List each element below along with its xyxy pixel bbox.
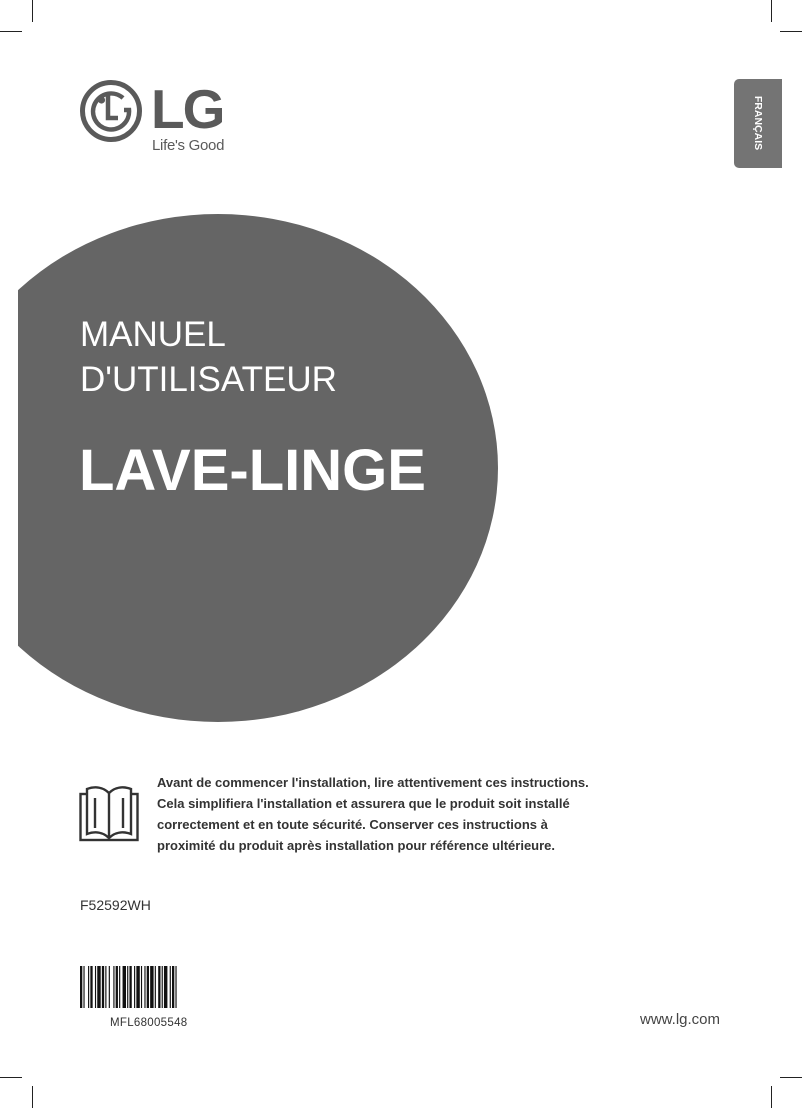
model-number: F52592WH	[80, 897, 151, 913]
manual-title-line1: MANUEL	[80, 315, 226, 354]
language-tab-label: FRANÇAIS	[752, 95, 764, 151]
notice-line: Avant de commencer l'installation, lire attentivement ces instructions.	[157, 775, 589, 790]
product-name: LAVE-LINGE	[79, 438, 426, 503]
installation-notice	[157, 772, 647, 856]
cover-circle-wrapper	[18, 0, 802, 1108]
brand-slogan: Life's Good	[152, 137, 225, 154]
notice-line: proximité du produit après installation pour référence ultérieure.	[157, 838, 556, 853]
notice-line: Cela simplifiera l'installation et assurera que le produit soit installé	[157, 796, 570, 811]
barcode	[80, 966, 222, 1008]
manual-title-line2: D'UTILISATEUR	[80, 360, 337, 399]
notice-line: correctement et en toute sécurité. Conserver ces instructions à	[157, 817, 548, 832]
website-url: www.lg.com	[640, 1011, 721, 1028]
brand-logo-text: LG	[151, 78, 224, 140]
part-number: MFL68005548	[110, 1017, 188, 1029]
open-book-icon	[79, 784, 139, 842]
